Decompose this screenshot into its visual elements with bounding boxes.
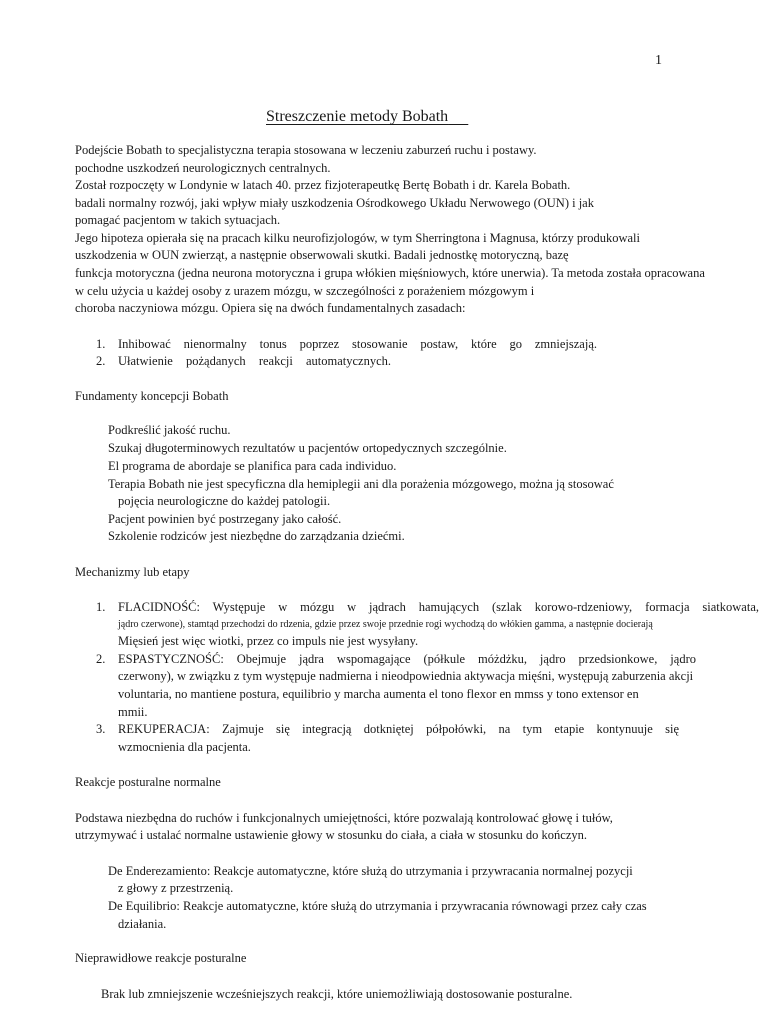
intro-line: w celu użycia u każdej osoby z urazem mózgu, w szczególności z porażeniem mózgowym i [75,284,535,298]
bullet-item: El programa de abordaje se planifica para cada individuo. [108,459,397,473]
bullet-item-continued: działania. [118,917,167,931]
intro-line: pochodne uszkodzeń neurologicznych centralnych. [75,161,331,175]
paragraph-line: Podstawa niezbędna do ruchów i funkcjonalnych umiejętności, które pozwalają kontrolować głowę i tułów, [75,811,613,825]
bullet-item: Pacjent powinien być postrzegany jako całość. [108,512,342,526]
bullet-item: De Equilibrio: Reakcje automatyczne, które służą do utrzymania i przywracania równowagi przez cały czas [108,899,647,913]
intro-line: choroba naczyniowa mózgu. Opiera się na dwóch fundamentalnych zasadach: [75,301,466,315]
section-heading: Nieprawidłowe reakcje posturalne [75,951,247,965]
section-heading: Reakcje posturalne normalne [75,775,221,789]
principle-item: Ułatwienie pożądanych reakcji automatycznych. [118,354,391,368]
section-heading: Mechanizmy lub etapy [75,565,190,579]
list-number: 1. [96,600,106,614]
intro-line: uszkodzenia w OUN zwierząt, a następnie obserwowali skutki. Badali jednostkę motoryczną, bazę [75,248,569,262]
paragraph-line: Brak lub zmniejszenie wcześniejszych reakcji, które uniemożliwiają dostosowanie posturalne. [101,987,573,1001]
mechanism-item-small: jądro czerwone), stamtąd przechodzi do rdzenia, gdzie przez swoje przednie rogi wychodzą do włókien gamma, a następnie docierają [118,619,653,630]
mechanism-item: czerwony), w związku z tym występuje nadmierna i nieodpowiednia aktywacja mięśni, występują zaburzenia akcji [118,669,694,683]
principle-item: Inhibować nienormalny tonus poprzez stosowanie postaw, które go zmniejszają. [118,337,597,351]
intro-line: Podejście Bobath to specjalistyczna terapia stosowana w leczeniu zaburzeń ruchu i postawy. [75,143,537,157]
list-number: 2. [96,354,106,368]
bullet-item: De Enderezamiento: Reakcje automatyczne, które służą do utrzymania i przywracania normalnej pozycji [108,864,633,878]
mechanism-item: voluntaria, no mantiene postura, equilibrio y marcha aumenta el tono flexor en mmss y tono extensor en [118,687,639,701]
list-number: 2. [96,652,106,666]
page-number: 1 [655,53,662,68]
section-heading: Fundamenty koncepcji Bobath [75,389,229,403]
mechanism-item: Mięsień jest więc wiotki, przez co impuls nie jest wysyłany. [118,634,419,648]
list-number: 3. [96,722,106,736]
mechanism-item: FLACIDNOŚĆ: Występuje w mózgu w jądrach hamujących (szlak korowo-rdzeniowy, formacja siatkowata, [118,600,759,614]
bullet-item: Podkreślić jakość ruchu. [108,423,231,437]
mechanism-item: REKUPERACJA: Zajmuje się integracją dotkniętej półpołówki, na tym etapie kontynuuje się [118,722,679,736]
intro-line: funkcja motoryczna (jedna neurona motoryczna i grupa włókien mięśniowych, które unerwia). Ta metoda została opracowana [75,266,705,280]
mechanism-item: ESPASTYCZNOŚĆ: Obejmuje jądra wspomagające (półkule móżdżku, jądro przedsionkowe, jądro [118,652,696,666]
intro-line: Został rozpoczęty w Londynie w latach 40. przez fizjoterapeutkę Bertę Bobath i dr. Karela Bobath. [75,178,571,192]
document-title: Streszczenie metody Bobath [266,108,449,125]
intro-line: Jego hipoteza opierała się na pracach kilku neurofizjologów, w tym Sherringtona i Magnusa, którzy produkowali [75,231,641,245]
paragraph-line: utrzymywać i ustalać normalne ustawienie głowy w stosunku do ciała, a ciała w stosunku do kończyn. [75,828,588,842]
mechanism-item: mmii. [118,705,148,719]
bullet-item: Szukaj długoterminowych rezultatów u pacjentów ortopedycznych szczególnie. [108,441,507,455]
mechanism-item: wzmocnienia dla pacjenta. [118,740,251,754]
list-number: 1. [96,337,106,351]
bullet-item-continued: z głowy z przestrzenią. [118,881,234,895]
bullet-item-continued: pojęcia neurologiczne do każdej patologii. [118,494,331,508]
intro-line: badali normalny rozwój, jaki wpływ miały uszkodzenia Ośrodkowego Układu Nerwowego (OUN) i jak [75,196,594,210]
bullet-item: Terapia Bobath nie jest specyficzna dla hemiplegii ani dla porażenia mózgowego, można ją stosować [108,477,614,491]
bullet-item: Szkolenie rodziców jest niezbędne do zarządzania dziećmi. [108,529,405,543]
intro-line: pomagać pacjentom w takich sytuacjach. [75,213,281,227]
